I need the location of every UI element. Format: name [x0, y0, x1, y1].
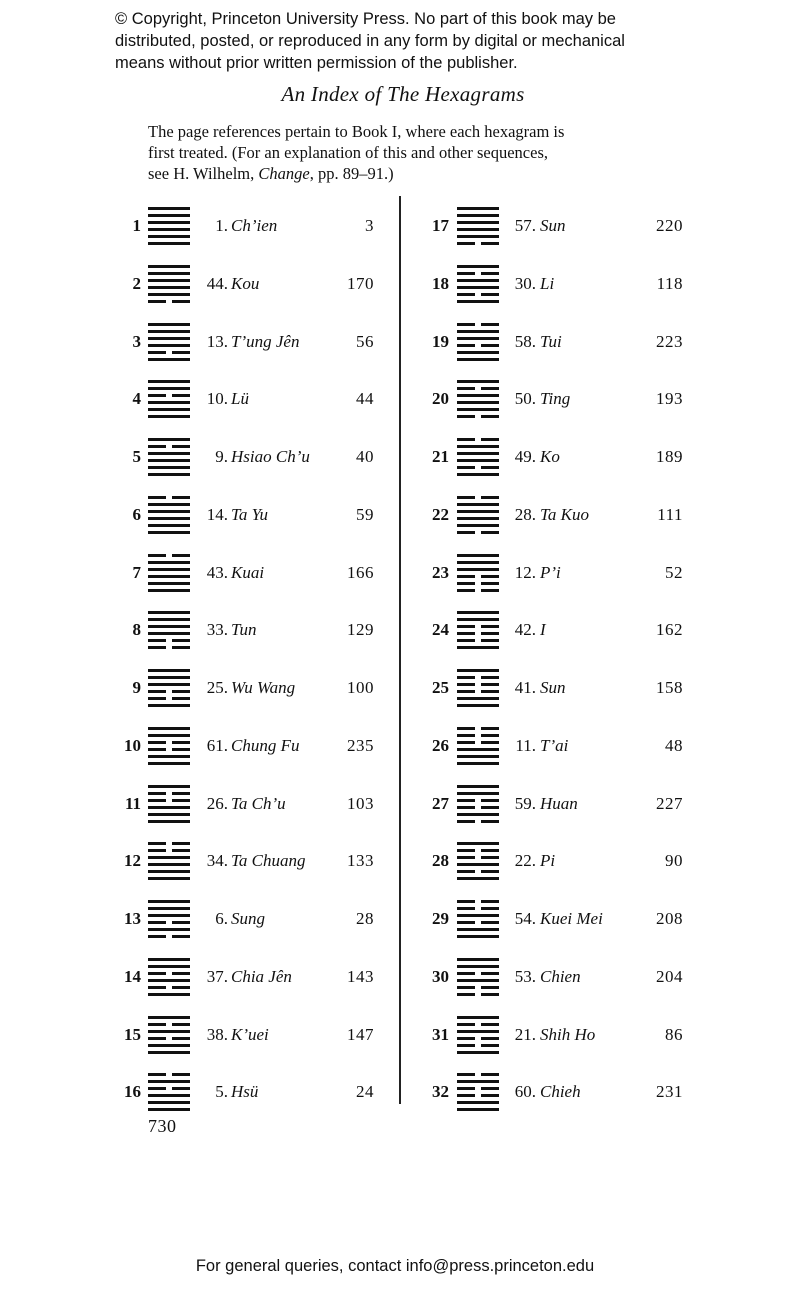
line-segment — [457, 921, 475, 924]
king-wen-number: 41. — [514, 678, 536, 697]
page-reference: 86 — [665, 1024, 683, 1044]
intro-line: The page references pertain to Book I, where each hexagram is — [148, 122, 565, 141]
hexagram-name-text: Ch’ien — [231, 216, 278, 235]
hexagram-name-text: Sun — [540, 678, 566, 697]
hexagram-name-text: Ta Ch’u — [231, 793, 286, 813]
king-wen-number: 5. — [215, 1082, 228, 1102]
row-number: 24 — [432, 620, 449, 640]
hexagram-name — [540, 495, 589, 535]
hexagram-name — [540, 784, 578, 824]
page-title: An Index of The Hexagrams — [281, 82, 525, 106]
hexagram-name — [540, 1015, 595, 1055]
hexagram-name-text: Chung Fu — [231, 735, 300, 755]
line-segment — [457, 734, 475, 737]
line-segment — [457, 1023, 475, 1026]
line-segment — [457, 625, 475, 628]
line-segment — [457, 293, 475, 296]
king-wen-number: 26. — [206, 793, 228, 813]
hexagram-name-text: Li — [540, 273, 555, 293]
line-segment — [457, 531, 475, 534]
hexagram-name — [540, 668, 566, 708]
row-number: 21 — [432, 447, 449, 466]
king-wen-number: 34. — [206, 851, 228, 871]
hexagram-name-text: Kou — [231, 273, 260, 293]
hexagram-name-text: Chieh — [540, 1082, 581, 1102]
king-wen-number: 50. — [514, 389, 536, 409]
hexagram-name-text: Pi — [540, 851, 556, 871]
hexagram-name — [540, 726, 568, 766]
index-row — [0, 899, 790, 939]
page-reference: 193 — [656, 389, 683, 409]
line-segment — [457, 496, 475, 499]
row-number: 5 — [132, 447, 141, 466]
page-reference: 133 — [347, 851, 374, 871]
index-row — [0, 495, 790, 535]
row-number: 26 — [432, 735, 449, 755]
page-number: 730 — [148, 1116, 177, 1136]
page-reference: 24 — [356, 1082, 374, 1102]
line-segment — [457, 986, 475, 989]
hexagram-name — [540, 322, 562, 362]
page-reference: 103 — [347, 793, 374, 813]
hexagram-name — [540, 841, 555, 881]
hexagram-name-text: Sung — [231, 909, 265, 928]
page-reference: 204 — [656, 966, 683, 986]
king-wen-number: 53. — [514, 966, 536, 986]
king-wen-number: 1. — [215, 216, 228, 235]
king-wen-number: 57. — [514, 216, 536, 235]
hexagram-name — [540, 1072, 581, 1112]
row-number: 2 — [132, 273, 141, 293]
row-number: 28 — [432, 851, 449, 871]
row-number: 7 — [132, 562, 141, 582]
row-number: 23 — [432, 562, 449, 582]
king-wen-number: 9. — [215, 447, 228, 466]
line-segment — [457, 676, 475, 679]
line-segment — [457, 741, 475, 744]
hexagram-name — [540, 610, 546, 650]
page-reference: 158 — [656, 678, 683, 697]
line-segment — [457, 344, 475, 347]
king-wen-number: 49. — [514, 447, 536, 466]
hexagram-name — [540, 379, 570, 419]
hexagram-name — [540, 957, 581, 997]
intro-text: , pp. 89–91.) — [309, 164, 394, 183]
king-wen-number: 30. — [514, 273, 536, 293]
row-number: 9 — [132, 678, 141, 697]
king-wen-number: 33. — [206, 620, 228, 640]
king-wen-number: 28. — [514, 504, 536, 524]
row-number: 17 — [432, 216, 449, 235]
index-row — [0, 322, 790, 362]
page-reference: 40 — [356, 447, 374, 466]
line-segment — [457, 466, 475, 469]
page-reference: 52 — [665, 562, 683, 582]
row-number: 32 — [432, 1082, 449, 1102]
king-wen-number: 10. — [206, 389, 228, 409]
hexagram-name-text: Hsiao Ch’u — [231, 447, 310, 466]
king-wen-number: 37. — [206, 966, 228, 986]
intro-line: first treated. (For an explanation of this and other sequences, — [148, 143, 548, 162]
page-reference: 48 — [665, 735, 683, 755]
copyright-line: © Copyright, Princeton University Press. No part of this book may be — [115, 10, 616, 28]
king-wen-number: 38. — [206, 1024, 228, 1044]
page-reference: 100 — [347, 678, 374, 697]
index-row — [0, 957, 790, 997]
king-wen-number: 42. — [514, 620, 536, 640]
line-segment — [457, 575, 475, 578]
index-row — [0, 206, 790, 246]
intro-book-title: Change — [258, 164, 310, 183]
page-reference: 28 — [356, 909, 374, 928]
line-segment — [457, 1087, 475, 1090]
row-number: 3 — [132, 331, 141, 351]
king-wen-number: 14. — [206, 504, 228, 524]
row-number: 18 — [432, 273, 449, 293]
hexagram-name-text: Sun — [540, 216, 566, 235]
hexagram-name-text: Tui — [540, 331, 562, 351]
page-reference: 166 — [347, 562, 374, 582]
row-number: 19 — [432, 331, 449, 351]
hexagram-name-text: Ting — [540, 389, 571, 409]
hexagram-name-text: Hsü — [231, 1082, 259, 1102]
king-wen-number: 59. — [514, 793, 536, 813]
page-reference: 235 — [347, 735, 374, 755]
king-wen-number: 25. — [206, 678, 228, 697]
line-segment — [457, 272, 475, 275]
page-reference: 3 — [365, 216, 374, 235]
page-reference: 111 — [657, 504, 683, 524]
king-wen-number: 21. — [514, 1024, 536, 1044]
index-row — [0, 437, 790, 477]
line-segment — [457, 1037, 475, 1040]
footer-contact: For general queries, contact info@press.princeton.edu — [195, 1257, 595, 1275]
copyright-line: distributed, posted, or reproduced in any form by digital or mechanical — [115, 32, 625, 50]
line-segment — [457, 582, 475, 585]
line-segment — [457, 820, 475, 823]
hexagram-name-text: Chien — [540, 966, 581, 986]
line-segment — [457, 972, 475, 975]
index-row — [0, 610, 790, 650]
row-number: 15 — [124, 1024, 141, 1044]
king-wen-number: 61. — [206, 735, 228, 755]
page-reference: 56 — [356, 331, 374, 351]
king-wen-number: 22. — [514, 851, 536, 871]
line-segment — [457, 849, 475, 852]
row-number: 4 — [132, 389, 141, 409]
page-reference: 189 — [656, 447, 683, 466]
line-segment — [457, 907, 475, 910]
page-reference: 90 — [665, 851, 683, 871]
king-wen-number: 11. — [515, 735, 536, 755]
hexagram-name-text: I — [540, 620, 546, 640]
hexagram-name-text: Lü — [231, 389, 249, 409]
king-wen-number: 54. — [514, 909, 536, 928]
hexagram-name-text: Shih Ho — [540, 1024, 596, 1044]
index-row — [0, 841, 790, 881]
hexagram-name-text: Kuai — [231, 562, 265, 582]
hexagram-name-text: Wu Wang — [231, 678, 296, 697]
page-reference: 170 — [347, 273, 374, 293]
line-segment — [457, 438, 475, 441]
line-segment — [457, 856, 475, 859]
page-reference: 118 — [656, 273, 683, 293]
copyright-notice — [115, 8, 755, 74]
line-segment — [457, 323, 475, 326]
hexagram-name-text: Kuei Mei — [540, 909, 603, 928]
hexagram-name-text: Huan — [540, 793, 578, 813]
king-wen-number: 6. — [215, 909, 228, 928]
hexagram-name-text: P’i — [540, 562, 561, 582]
line-segment — [457, 993, 475, 996]
king-wen-number: 12. — [514, 562, 536, 582]
intro-paragraph — [148, 121, 678, 184]
king-wen-number: 44. — [206, 273, 228, 293]
line-segment — [457, 870, 475, 873]
index-row — [0, 1072, 790, 1112]
line-segment — [457, 387, 475, 390]
hexagram-name-text: Ko — [540, 447, 560, 466]
hexagram-name-text: T’ai — [540, 735, 569, 755]
hexagram-name-text: Ta Kuo — [540, 504, 589, 524]
row-number: 11 — [124, 793, 141, 813]
index-row — [0, 726, 790, 766]
line-segment — [457, 1094, 475, 1097]
page-reference: 208 — [656, 909, 683, 928]
intro-line — [148, 163, 678, 184]
line-segment — [457, 806, 475, 809]
king-wen-number: 13. — [206, 331, 228, 351]
row-number: 22 — [432, 504, 449, 524]
index-row — [0, 668, 790, 708]
page-reference: 223 — [656, 331, 683, 351]
row-number: 8 — [132, 620, 141, 640]
row-number: 31 — [432, 1024, 449, 1044]
page-reference: 44 — [356, 389, 374, 409]
index-row — [0, 553, 790, 593]
hexagram-name-text: Ta Yu — [231, 504, 269, 524]
page-reference: 143 — [347, 966, 374, 986]
line-segment — [457, 632, 475, 635]
line-segment — [457, 727, 475, 730]
line-segment — [457, 242, 475, 245]
hexagram-name — [540, 264, 554, 304]
page-reference: 129 — [347, 620, 374, 640]
line-segment — [457, 639, 475, 642]
index-row — [0, 264, 790, 304]
hexagram-name — [540, 206, 566, 246]
row-number: 6 — [132, 504, 141, 524]
king-wen-number: 43. — [206, 562, 228, 582]
king-wen-number: 58. — [514, 331, 536, 351]
hexagram-name-text: T’ung Jên — [231, 331, 300, 351]
hexagram-name-text: Ta Chuang — [231, 851, 306, 871]
hexagram-name — [540, 553, 561, 593]
line-segment — [457, 1044, 475, 1047]
hexagram-name — [540, 437, 560, 477]
row-number: 30 — [432, 966, 449, 986]
index-row — [0, 1015, 790, 1055]
page-reference: 162 — [656, 620, 683, 640]
row-number: 27 — [432, 793, 449, 813]
king-wen-number: 60. — [514, 1082, 536, 1102]
row-number: 12 — [124, 851, 141, 871]
page-reference: 220 — [656, 216, 683, 235]
page-reference: 227 — [656, 793, 683, 813]
index-row — [0, 379, 790, 419]
intro-text: see H. Wilhelm, — [148, 164, 259, 183]
line-segment — [457, 900, 475, 903]
row-number: 10 — [124, 735, 141, 755]
row-number: 20 — [432, 389, 449, 409]
row-number: 14 — [124, 966, 141, 986]
hexagram-name-text: K’uei — [231, 1024, 269, 1044]
line-segment — [457, 690, 475, 693]
hexagram-name — [540, 899, 603, 939]
row-number: 1 — [132, 216, 141, 235]
hexagram-name-text: Chia Jên — [231, 966, 292, 986]
line-segment — [457, 1073, 475, 1076]
page-reference: 231 — [656, 1082, 683, 1102]
row-number: 29 — [432, 909, 449, 928]
line-segment — [457, 415, 475, 418]
line-segment — [457, 799, 475, 802]
page-reference: 59 — [356, 504, 374, 524]
page-reference: 147 — [347, 1024, 374, 1044]
copyright-line: means without prior written permission of the publisher. — [115, 54, 518, 72]
hexagram-name-text: Tun — [231, 620, 257, 640]
row-number: 13 — [124, 909, 141, 928]
line-segment — [457, 683, 475, 686]
row-number: 16 — [124, 1082, 141, 1102]
row-number: 25 — [432, 678, 449, 697]
index-row — [0, 784, 790, 824]
line-segment — [457, 589, 475, 592]
